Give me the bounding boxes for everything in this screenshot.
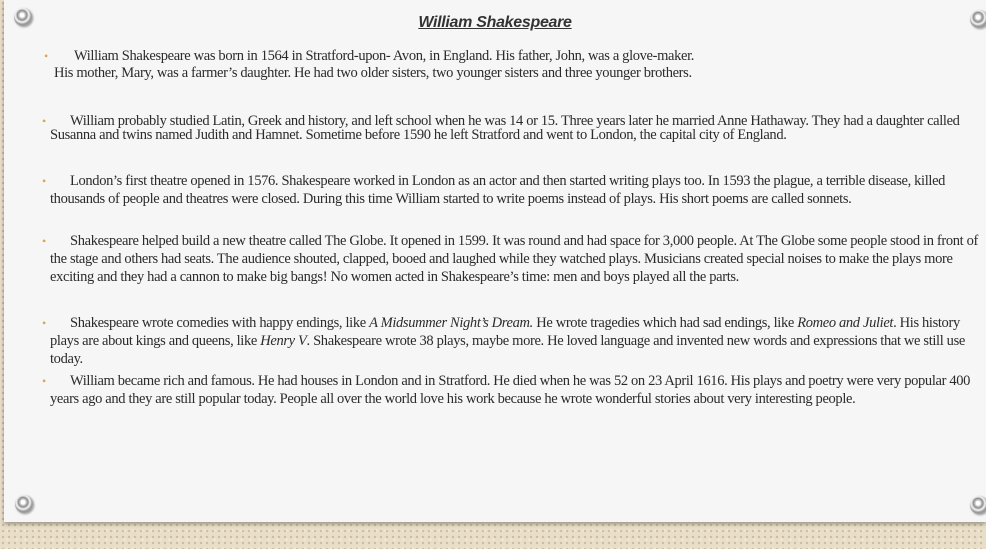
pin-icon [15,495,33,513]
bullet-icon: • [42,114,46,128]
paragraph-text: London’s first theatre opened in 1576. Shakespeare worked in London as an actor and then started writing plays too. In 1593 the plague, a terrible disease, killed thousands of people and theatres were closed. During this time William started to write poems instead of plays. His short poems are called sonnets. [50,173,946,207]
paragraph-text: . Shakespeare wrote 38 plays, maybe more. He loved language and invented new words and expressions that we still use today. [50,333,965,367]
paragraph-text: He wrote tragedies which had sad endings, like [532,315,798,331]
bullet-icon: • [42,174,46,188]
page-title: William Shakespeare [418,14,572,31]
paragraph-text: William probably studied Latin, Greek and history, and left school when he was 14 or 15. Three years later he married Anne Hathaway. They had a daughter called Susanna and twins named Judith and Hamnet. Sometime before 1590 he left Stratford and went to London, the capital city of England. [50,113,960,143]
paragraph-text: William Shakespeare was born in 1564 in Stratford-upon- Avon, in England. His father, John, was a glove-maker. [74,48,695,64]
bullet-icon: • [42,374,46,388]
bullet-icon: • [42,316,46,330]
pin-icon [970,496,986,514]
bullet-icon: • [44,49,48,63]
paragraph-legacy [42,372,978,408]
paragraph-education [42,113,978,143]
paragraph-text: Shakespeare helped build a new theatre called The Globe. It opened in 1599. It was round and had space for 3,000 people. At The Globe some people stood in front of the stage and others had seats. The audience shouted, clapped, booed and laughed while they watched plays. Musicians created special noises to make the plays more exciting and they had a cannon to make big bangs! No women acted in Shakespeare’s time: men and boys played all the parts. [50,233,979,285]
play-title: A Midsummer Night’s Dream. [369,315,533,331]
bullet-icon: • [42,234,46,248]
paragraph-plays [42,314,978,368]
paragraph-text: His mother, Mary, was a farmer’s daughter. He had two older sisters, two younger sisters and three younger brothers. [54,64,692,81]
paper-sheet [4,0,986,522]
paragraph-text: Shakespeare wrote comedies with happy endings, like [70,315,370,331]
paragraph-birth [44,48,982,81]
play-title: Henry V [260,333,307,349]
paragraph-globe [42,232,979,286]
paragraph-text: William became rich and famous. He had houses in London and in Stratford. He died when he was 52 on 23 April 1616. His plays and poetry were very popular 400 years ago and they are still popular today. People all over the world love his work because he wrote wonderful stories about very interesting people. [50,373,971,407]
paragraph-theatre [42,172,978,208]
play-title: Romeo and Juliet [797,315,894,331]
paragraph-text: . His history plays are about kings and queens, like [50,315,960,349]
